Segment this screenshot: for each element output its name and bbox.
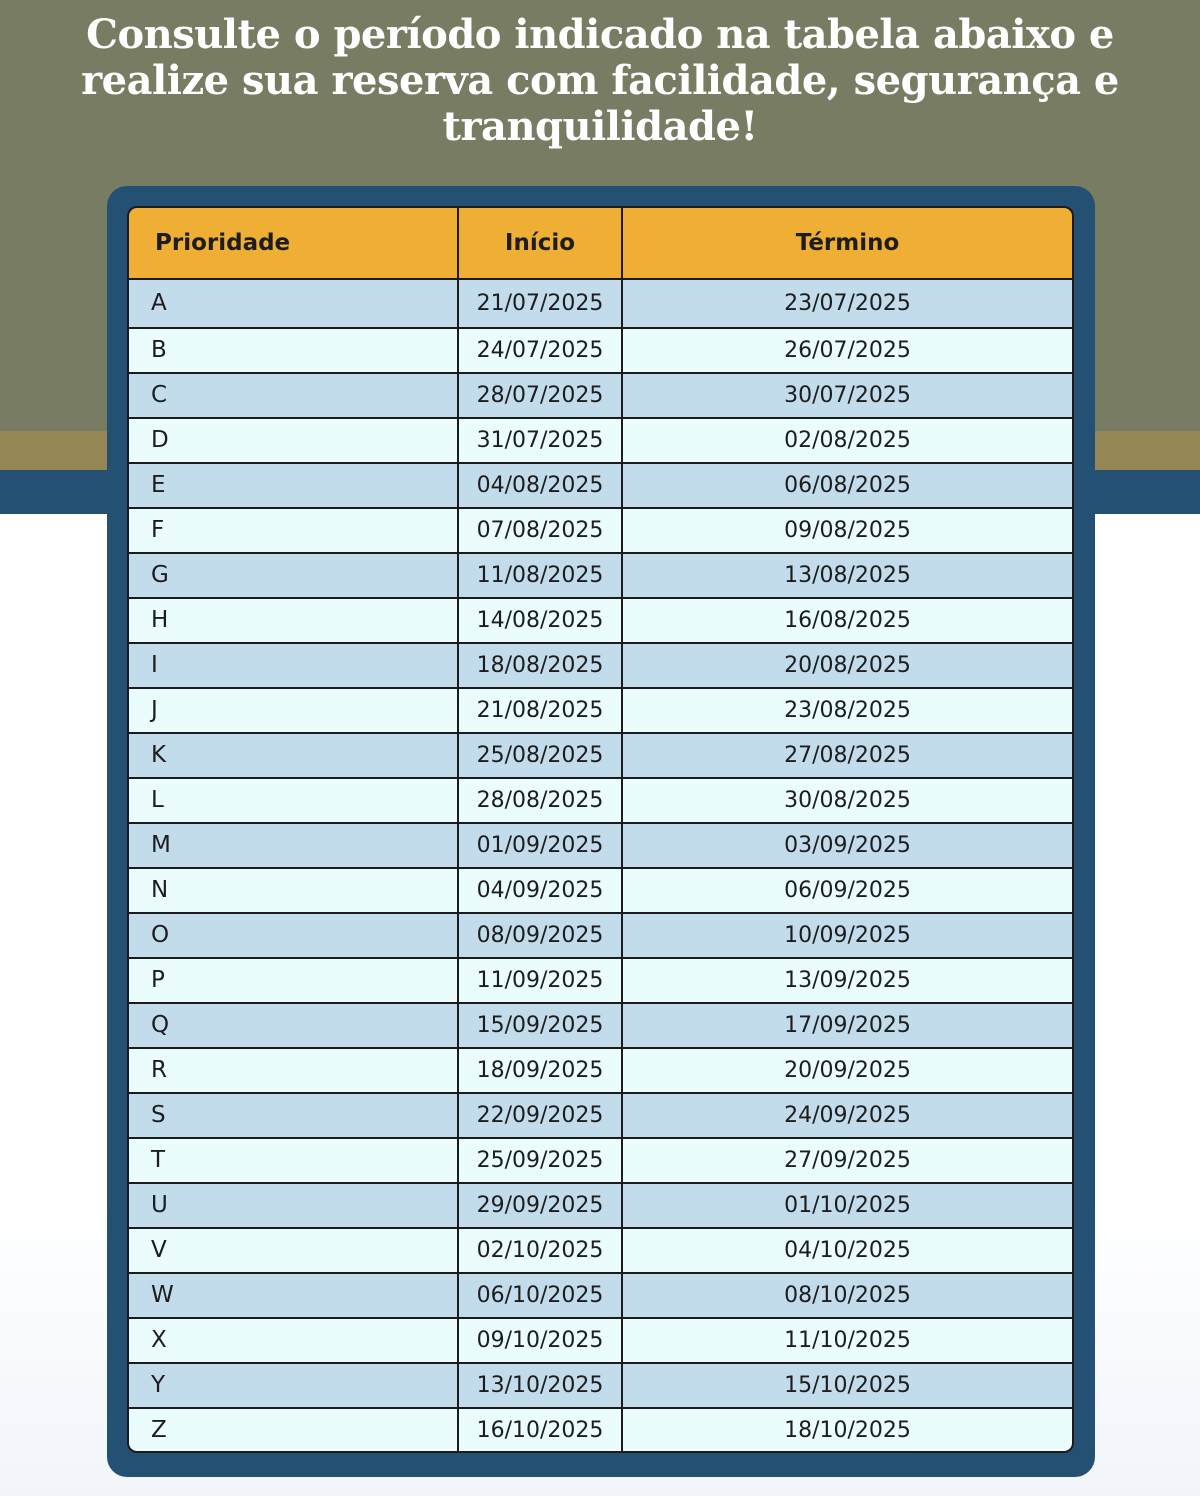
table-row bbox=[129, 1183, 1072, 1228]
header-priority: Prioridade bbox=[129, 208, 458, 279]
start-date-cell: 01/09/2025 bbox=[458, 823, 622, 868]
start-date-cell: 14/08/2025 bbox=[458, 598, 622, 643]
end-date-cell: 11/10/2025 bbox=[622, 1318, 1072, 1363]
end-date-cell: 01/10/2025 bbox=[622, 1183, 1072, 1228]
end-date-cell: 13/08/2025 bbox=[622, 553, 1072, 598]
start-date-cell: 04/09/2025 bbox=[458, 868, 622, 913]
priority-cell: V bbox=[129, 1228, 458, 1273]
priority-cell: Z bbox=[129, 1408, 458, 1452]
table-row bbox=[129, 643, 1072, 688]
end-date-cell: 26/07/2025 bbox=[622, 328, 1072, 373]
header-start: Início bbox=[458, 208, 622, 279]
end-date-cell: 27/08/2025 bbox=[622, 733, 1072, 778]
priority-cell: F bbox=[129, 508, 458, 553]
priority-cell: W bbox=[129, 1273, 458, 1318]
table-row bbox=[129, 1003, 1072, 1048]
start-date-cell: 18/09/2025 bbox=[458, 1048, 622, 1093]
priority-cell: D bbox=[129, 418, 458, 463]
table-row bbox=[129, 778, 1072, 823]
table-row bbox=[129, 373, 1072, 418]
priority-cell: Y bbox=[129, 1363, 458, 1408]
end-date-cell: 13/09/2025 bbox=[622, 958, 1072, 1003]
priority-cell: U bbox=[129, 1183, 458, 1228]
end-date-cell: 27/09/2025 bbox=[622, 1138, 1072, 1183]
table-row bbox=[129, 553, 1072, 598]
start-date-cell: 08/09/2025 bbox=[458, 913, 622, 958]
end-date-cell: 16/08/2025 bbox=[622, 598, 1072, 643]
priority-cell: P bbox=[129, 958, 458, 1003]
priority-cell: T bbox=[129, 1138, 458, 1183]
end-date-cell: 30/07/2025 bbox=[622, 373, 1072, 418]
start-date-cell: 25/08/2025 bbox=[458, 733, 622, 778]
start-date-cell: 28/07/2025 bbox=[458, 373, 622, 418]
end-date-cell: 02/08/2025 bbox=[622, 418, 1072, 463]
start-date-cell: 16/10/2025 bbox=[458, 1408, 622, 1452]
priority-cell: A bbox=[129, 279, 458, 328]
table-row bbox=[129, 508, 1072, 553]
schedule-table bbox=[129, 208, 1072, 1452]
table-row bbox=[129, 688, 1072, 733]
priority-cell: M bbox=[129, 823, 458, 868]
end-date-cell: 20/09/2025 bbox=[622, 1048, 1072, 1093]
start-date-cell: 31/07/2025 bbox=[458, 418, 622, 463]
table-row bbox=[129, 1408, 1072, 1452]
priority-cell: G bbox=[129, 553, 458, 598]
start-date-cell: 09/10/2025 bbox=[458, 1318, 622, 1363]
table-row bbox=[129, 598, 1072, 643]
priority-cell: B bbox=[129, 328, 458, 373]
end-date-cell: 06/08/2025 bbox=[622, 463, 1072, 508]
start-date-cell: 11/09/2025 bbox=[458, 958, 622, 1003]
start-date-cell: 28/08/2025 bbox=[458, 778, 622, 823]
table-header-row bbox=[129, 208, 1072, 279]
table-row bbox=[129, 1228, 1072, 1273]
start-date-cell: 13/10/2025 bbox=[458, 1363, 622, 1408]
start-date-cell: 04/08/2025 bbox=[458, 463, 622, 508]
table-row bbox=[129, 733, 1072, 778]
schedule-table-container bbox=[127, 206, 1074, 1453]
end-date-cell: 23/08/2025 bbox=[622, 688, 1072, 733]
end-date-cell: 24/09/2025 bbox=[622, 1093, 1072, 1138]
table-row bbox=[129, 328, 1072, 373]
table-row bbox=[129, 823, 1072, 868]
table-row bbox=[129, 418, 1072, 463]
end-date-cell: 15/10/2025 bbox=[622, 1363, 1072, 1408]
end-date-cell: 23/07/2025 bbox=[622, 279, 1072, 328]
priority-cell: R bbox=[129, 1048, 458, 1093]
table-row bbox=[129, 1048, 1072, 1093]
end-date-cell: 04/10/2025 bbox=[622, 1228, 1072, 1273]
priority-cell: H bbox=[129, 598, 458, 643]
table-row bbox=[129, 1273, 1072, 1318]
start-date-cell: 15/09/2025 bbox=[458, 1003, 622, 1048]
table-row bbox=[129, 279, 1072, 328]
priority-cell: X bbox=[129, 1318, 458, 1363]
end-date-cell: 20/08/2025 bbox=[622, 643, 1072, 688]
start-date-cell: 29/09/2025 bbox=[458, 1183, 622, 1228]
table-row bbox=[129, 913, 1072, 958]
priority-cell: S bbox=[129, 1093, 458, 1138]
start-date-cell: 24/07/2025 bbox=[458, 328, 622, 373]
table-row bbox=[129, 1138, 1072, 1183]
priority-cell: I bbox=[129, 643, 458, 688]
table-row bbox=[129, 958, 1072, 1003]
end-date-cell: 17/09/2025 bbox=[622, 1003, 1072, 1048]
start-date-cell: 02/10/2025 bbox=[458, 1228, 622, 1273]
priority-cell: E bbox=[129, 463, 458, 508]
priority-cell: J bbox=[129, 688, 458, 733]
start-date-cell: 07/08/2025 bbox=[458, 508, 622, 553]
start-date-cell: 06/10/2025 bbox=[458, 1273, 622, 1318]
end-date-cell: 06/09/2025 bbox=[622, 868, 1072, 913]
page-headline: Consulte o período indicado na tabela abaixo e realize sua reserva com facilidade, segurança e tranquilidade! bbox=[81, 11, 1119, 150]
table-row bbox=[129, 1363, 1072, 1408]
start-date-cell: 22/09/2025 bbox=[458, 1093, 622, 1138]
table-row bbox=[129, 1093, 1072, 1138]
table-row bbox=[129, 868, 1072, 913]
header-end: Término bbox=[622, 208, 1072, 279]
priority-cell: L bbox=[129, 778, 458, 823]
end-date-cell: 03/09/2025 bbox=[622, 823, 1072, 868]
table-row bbox=[129, 463, 1072, 508]
priority-cell: K bbox=[129, 733, 458, 778]
start-date-cell: 21/07/2025 bbox=[458, 279, 622, 328]
priority-cell: C bbox=[129, 373, 458, 418]
start-date-cell: 21/08/2025 bbox=[458, 688, 622, 733]
priority-cell: O bbox=[129, 913, 458, 958]
end-date-cell: 10/09/2025 bbox=[622, 913, 1072, 958]
end-date-cell: 18/10/2025 bbox=[622, 1408, 1072, 1452]
table-row bbox=[129, 1318, 1072, 1363]
start-date-cell: 18/08/2025 bbox=[458, 643, 622, 688]
start-date-cell: 25/09/2025 bbox=[458, 1138, 622, 1183]
priority-cell: N bbox=[129, 868, 458, 913]
start-date-cell: 11/08/2025 bbox=[458, 553, 622, 598]
end-date-cell: 30/08/2025 bbox=[622, 778, 1072, 823]
end-date-cell: 08/10/2025 bbox=[622, 1273, 1072, 1318]
end-date-cell: 09/08/2025 bbox=[622, 508, 1072, 553]
priority-cell: Q bbox=[129, 1003, 458, 1048]
